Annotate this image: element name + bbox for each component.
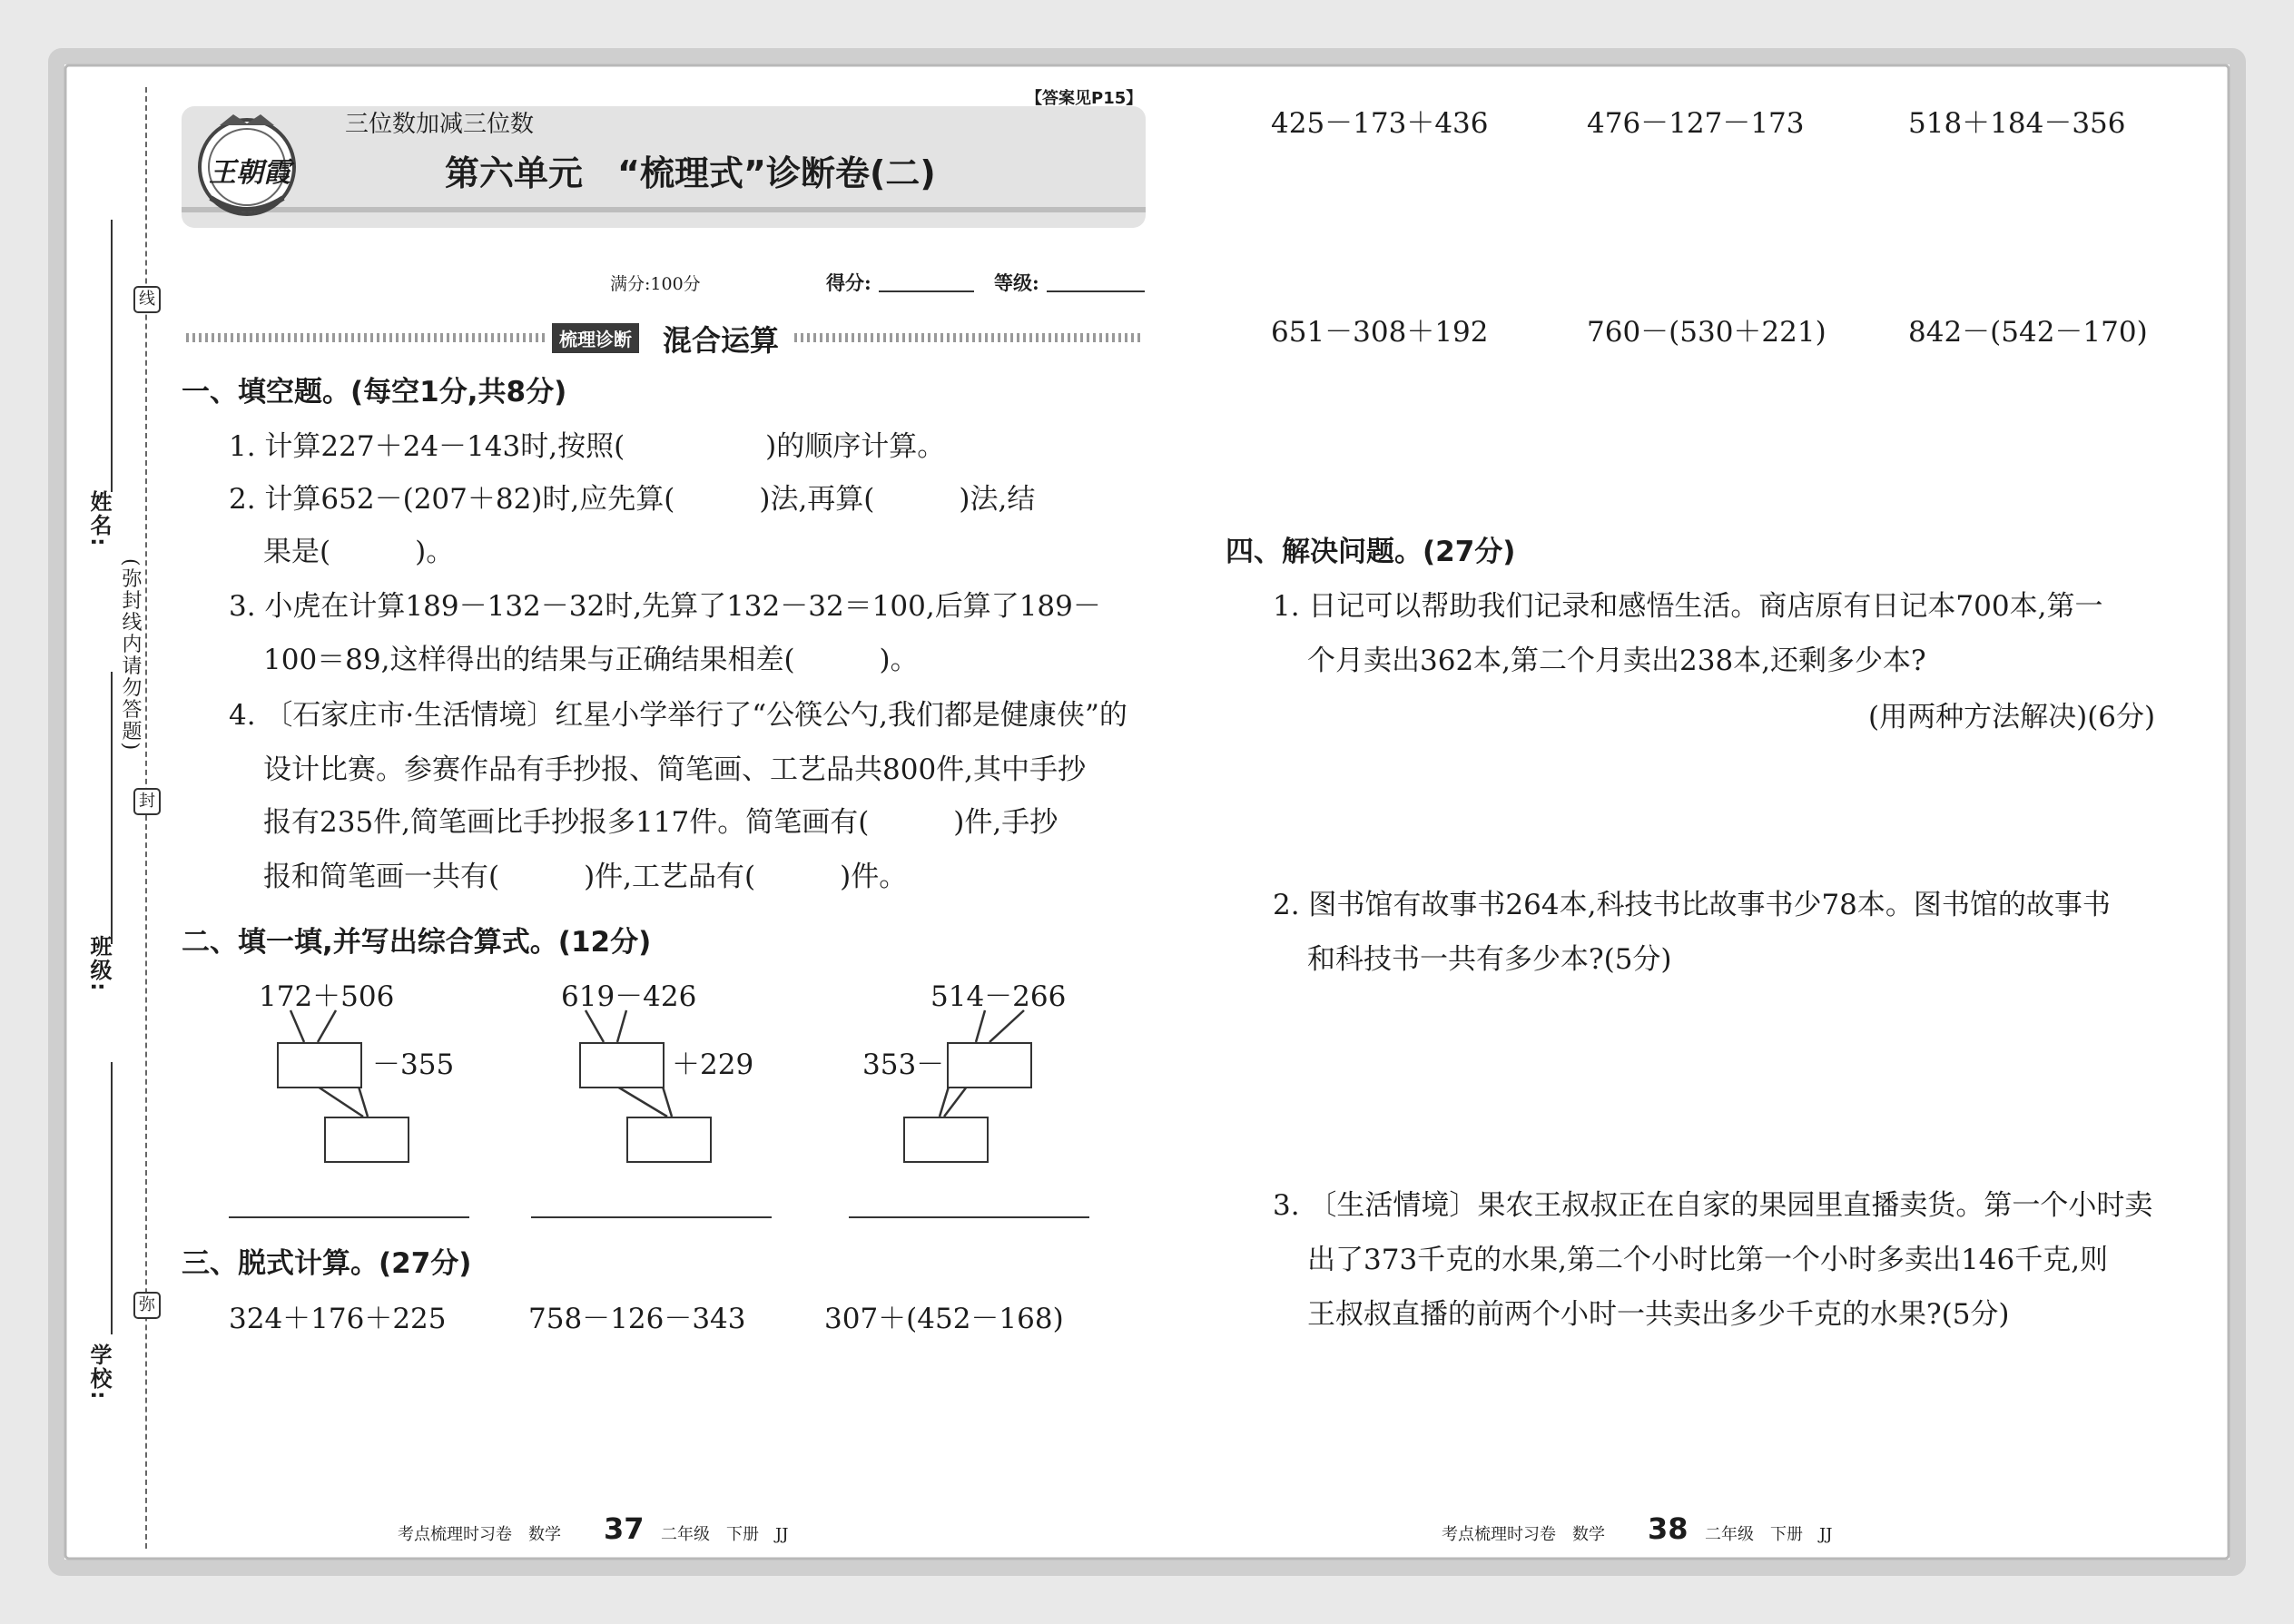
grade-label: 等级:	[994, 271, 1039, 294]
part4-p1-line1: 1. 日记可以帮助我们记录和感悟生活。商店原有日记本700本,第一	[1273, 590, 2103, 623]
seal-mark-feng: 封	[133, 788, 161, 815]
footer-right-page-number: 38	[1648, 1511, 1689, 1546]
part2-heading: 二、填一填,并写出综合算式。(12分)	[182, 926, 652, 959]
full-score: 满分:100分	[610, 274, 701, 294]
part3-expr-4: 425－173＋436	[1271, 107, 1489, 140]
answer-reference: 【答案见P15】	[1026, 89, 1143, 108]
part3-expr-6: 518＋184－356	[1908, 107, 2126, 140]
class-label: 班级:	[86, 935, 112, 993]
part3-expr-7: 651－308＋192	[1271, 316, 1489, 349]
footer-left-prefix: 考点梳理时习卷 数学	[398, 1525, 561, 1544]
part4-p1-line2: 个月卖出362本,第二个月卖出238本,还剩多少本?	[1307, 645, 1926, 677]
part3-expr-5: 476－127－173	[1587, 107, 1805, 140]
part1-q3-line2: 100＝89,这样得出的结果与正确结果相差( )。	[263, 644, 919, 676]
part4-p3-line3: 王叔叔直播的前两个小时一共卖出多少千克的水果?(5分)	[1307, 1298, 2010, 1331]
part1-q2-line2: 果是( )。	[263, 536, 455, 568]
diagram-3-box-bottom[interactable]	[903, 1117, 989, 1163]
part4-p1-line3: (用两种方法解决)(6分)	[1868, 701, 2156, 733]
school-label: 学校:	[86, 1343, 112, 1402]
footer-left-suffix: 二年级 下册 JJ	[661, 1525, 789, 1544]
part3-expr-8: 760－(530＋221)	[1587, 316, 1826, 349]
part3-expr-3: 307＋(452－168)	[824, 1303, 1064, 1335]
section-tag: 梳理诊断	[552, 323, 639, 353]
part1-heading: 一、填空题。(每空1分,共8分)	[182, 376, 567, 408]
part1-q2-line1: 2. 计算652－(207＋82)时,应先算( )法,再算( )法,结	[229, 483, 1036, 516]
diagram-2-top: 619－426	[561, 980, 697, 1013]
part3-expr-1: 324＋176＋225	[229, 1303, 447, 1335]
unit-subtitle: 三位数加减三位数	[345, 111, 535, 138]
part4-p2-line2: 和科技书一共有多少本?(5分)	[1307, 943, 1672, 976]
part1-q4-line3: 报有235件,简笔画比手抄报多117件。简笔画有( )件,手抄	[263, 806, 1058, 839]
diagram-2-answer-line[interactable]	[531, 1216, 772, 1218]
diagram-3-box-top[interactable]	[947, 1042, 1032, 1088]
part1-q4-line1: 4. 〔石家庄市·生活情境〕红星小学举行了“公筷公勺,我们都是健康侠”的	[229, 699, 1127, 732]
part3-heading: 三、脱式计算。(27分)	[182, 1247, 472, 1280]
footer-right-suffix: 二年级 下册 JJ	[1705, 1525, 1833, 1544]
seal-notice: (弥封线内请勿答题)	[119, 558, 142, 753]
footer-left-page-number: 37	[604, 1511, 645, 1546]
part4-p3-line2: 出了373千克的水果,第二个小时比第一个小时多卖出146千克,则	[1307, 1244, 2109, 1276]
diagram-1-answer-line[interactable]	[229, 1216, 469, 1218]
diagram-3-top: 514－266	[930, 980, 1067, 1013]
part3-expr-9: 842－(542－170)	[1908, 316, 2148, 349]
part1-q4-line4: 报和简笔画一共有( )件,工艺品有( )件。	[263, 861, 908, 893]
diagram-3-side: 353－	[862, 1048, 945, 1081]
part3-expr-2: 758－126－343	[528, 1303, 746, 1335]
diagram-2-box-bottom[interactable]	[626, 1117, 712, 1163]
seal-mark-mi: 弥	[133, 1292, 161, 1319]
diagram-1-side: －355	[372, 1048, 455, 1081]
diagram-1-box-bottom[interactable]	[324, 1117, 409, 1163]
part1-q3-line1: 3. 小虎在计算189－132－32时,先算了132－32＝100,后算了189－	[229, 590, 1101, 623]
seal-mark-xian: 线	[133, 286, 161, 313]
section-title: 混合运算	[663, 323, 780, 358]
logo-text: 王朝霞	[209, 157, 290, 189]
part1-q4-line2: 设计比赛。参赛作品有手抄报、简笔画、工艺品共800件,其中手抄	[263, 753, 1087, 786]
page-title: 第六单元 “梳理式”诊断卷(二)	[445, 153, 936, 193]
diagram-1-box-top[interactable]	[277, 1042, 362, 1088]
part4-p3-line1: 3. 〔生活情境〕果农王叔叔正在自家的果园里直播卖货。第一个小时卖	[1273, 1189, 2153, 1222]
score-label: 得分:	[826, 271, 871, 294]
diagram-1-top: 172＋506	[259, 980, 395, 1013]
diagram-3-answer-line[interactable]	[849, 1216, 1089, 1218]
part4-p2-line1: 2. 图书馆有故事书264本,科技书比故事书少78本。图书馆的故事书	[1273, 889, 2111, 921]
part4-heading: 四、解决问题。(27分)	[1226, 536, 1516, 568]
footer-right-prefix: 考点梳理时习卷 数学	[1442, 1525, 1605, 1544]
name-label: 姓名:	[86, 490, 112, 548]
diagram-2-side: ＋229	[672, 1048, 754, 1081]
diagram-2-box-top[interactable]	[579, 1042, 665, 1088]
part1-q1: 1. 计算227＋24－143时,按照( )的顺序计算。	[229, 430, 946, 463]
